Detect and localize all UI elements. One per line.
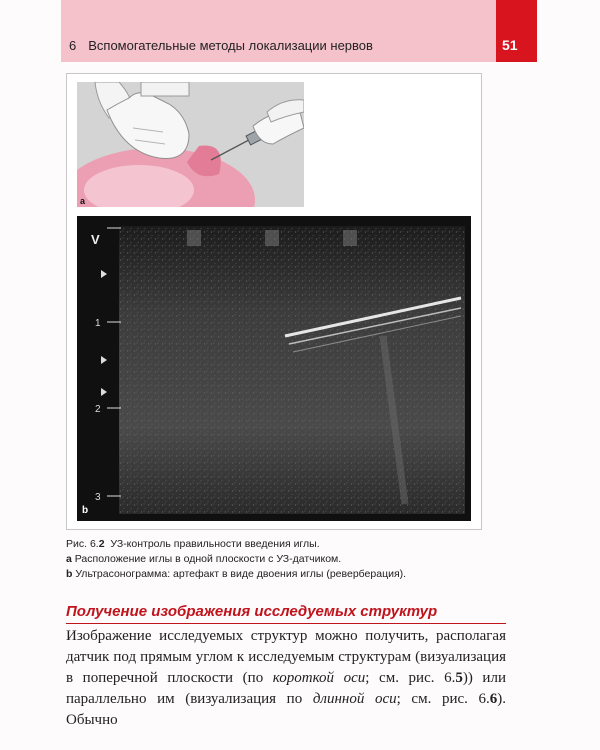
panel-b-label: b xyxy=(82,505,89,516)
caption-item-a-label: a xyxy=(66,553,72,565)
caption-item-a-text: Расположение иглы в одной плоскости с УЗ-датчиком. xyxy=(74,553,342,565)
depth-mark-1: 1 xyxy=(95,318,101,329)
body-text-3: )) или параллельно им (визуализация по xyxy=(66,670,506,707)
caption-number: 2 xyxy=(98,538,105,550)
caption-item-b xyxy=(66,567,406,582)
chapter-number: 6 xyxy=(69,38,77,53)
figure-caption xyxy=(66,537,406,582)
caption-item-b-label: b xyxy=(66,568,73,580)
body-text-1: Изображение исследуемых структур можно получить, располагая датчик под прямым углом к исследуемым структурам (визуализация в поперечной плоскости (по xyxy=(66,628,506,686)
caption-title: УЗ-контроль правильности введения иглы. xyxy=(110,538,320,550)
body-emphasis-long-axis: длинной оси xyxy=(312,691,397,707)
page-header xyxy=(61,0,509,62)
body-text-4: ; см. рис. 6. xyxy=(396,691,490,707)
running-head xyxy=(69,38,373,53)
body-emphasis-short-axis: короткой оси xyxy=(272,670,366,686)
page-number: 51 xyxy=(502,37,518,53)
panel-a-label: a xyxy=(80,196,86,206)
ultrasonogram xyxy=(77,216,471,521)
figure-6-2 xyxy=(66,73,482,530)
caption-item-b-text: Ультрасонограмма: артефакт в виде двоения иглы (реверберация). xyxy=(75,568,407,580)
body-text-5: ). Обычно xyxy=(66,691,506,728)
caption-prefix: Рис. 6. xyxy=(66,538,99,550)
section-underline xyxy=(66,623,506,624)
chapter-title: Вспомогательные методы локализации нервов xyxy=(88,38,373,53)
needle-placement-illustration xyxy=(77,82,304,207)
body-paragraph xyxy=(66,626,506,731)
caption-item-a xyxy=(66,552,406,567)
page-number-tab xyxy=(496,0,537,62)
body-ref-fig-6-6: 6 xyxy=(489,691,498,707)
depth-mark-3: 3 xyxy=(95,492,101,503)
body-ref-fig-6-5: 5 xyxy=(455,670,463,686)
depth-mark-2: 2 xyxy=(95,404,101,415)
section-heading: Получение изображения исследуемых структур xyxy=(66,603,438,620)
needle-placement-drawing xyxy=(77,82,304,207)
ultrasound-image xyxy=(77,216,471,521)
depth-mark-v: V xyxy=(91,232,100,247)
caption-title-line xyxy=(66,537,406,552)
body-text-2: ; см. рис. 6. xyxy=(365,670,456,686)
